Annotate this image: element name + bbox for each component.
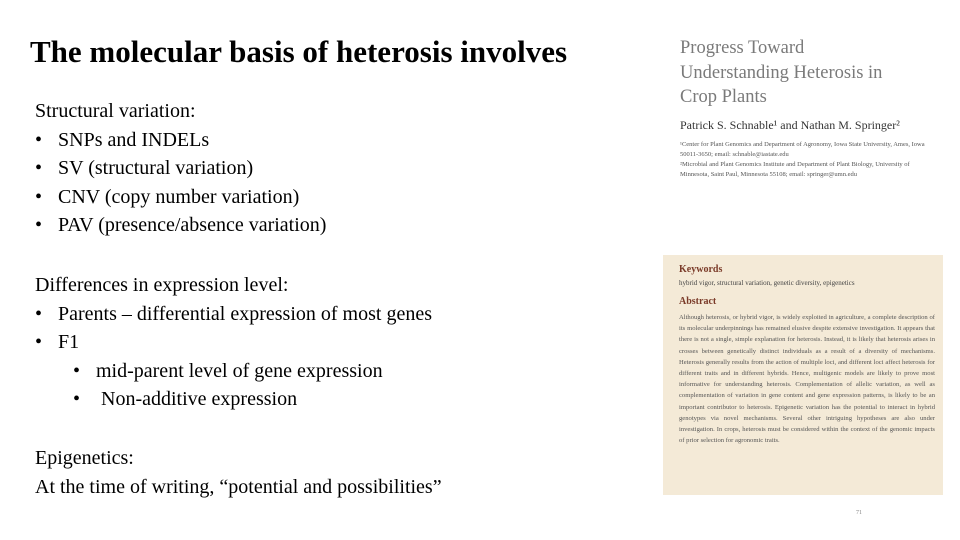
keywords-heading: Keywords xyxy=(679,264,723,275)
list-item-text: PAV (presence/absence variation) xyxy=(58,214,327,236)
list-item-text: CNV (copy number variation) xyxy=(58,185,300,208)
abstract-text: Although heterosis, or hybrid vigor, is widely exploited in agriculture, a complete description of its molecular underpinnings has remained elusive despite extensive investigation. It appears that there is not a single, simple explanation for heterosis. Instead, it is likely that heterosis arises in crosses between genetically distinct individuals as a result of a diversity of mechanisms. Heterosis generally results from the action of multiple loci, and different loci affect heterosis for different traits and in different hybrids. Hence, multigenic models are likely to prove most informative for understanding heterosis. Complementation of allelic variation, as well as complementation of variation in gene content and gene expression patterns, is likely to be an important contributor to heterosis. Epigenetic variation has the potential to interact in hybrid genotypes via novel mechanisms. Several other intriguing hypotheses are also under investigation. In crops, heterosis must be considered within the context of the genomic impacts of prior selection for agronomic traits. xyxy=(679,314,935,445)
structural-variation-section xyxy=(35,97,326,240)
bullet: • xyxy=(35,331,43,353)
list-item xyxy=(35,328,432,357)
abstract-heading: Abstract xyxy=(679,296,717,307)
epigenetics-heading: Epigenetics: xyxy=(35,447,134,469)
bullet: • xyxy=(73,359,81,382)
list-item xyxy=(35,154,326,183)
bullet: • xyxy=(35,128,43,151)
bullet: • xyxy=(73,388,81,410)
list-item xyxy=(35,126,326,155)
expression-section xyxy=(35,271,432,414)
sub-list-item-text: Non-additive expression xyxy=(96,388,298,410)
bullet: • xyxy=(35,157,43,179)
sub-list-item-text: mid-parent level of gene expression xyxy=(96,359,383,382)
keywords-text: hybrid vigor, structural variation, genetic diversity, epigenetics xyxy=(679,279,855,287)
bullet: • xyxy=(35,302,43,325)
page-number: 71 xyxy=(856,510,862,516)
paper-authors: Patrick S. Schnable¹ and Nathan M. Springer² xyxy=(680,118,900,132)
epigenetics-text: At the time of writing, “potential and possibilities” xyxy=(35,475,442,498)
list-item xyxy=(35,300,432,329)
list-item xyxy=(35,211,326,240)
structural-heading: Structural variation: xyxy=(35,100,196,122)
abstract-box xyxy=(663,255,943,495)
sub-list-item xyxy=(35,357,432,386)
list-item xyxy=(35,183,326,212)
sub-list-item xyxy=(35,385,432,414)
paper-affiliations xyxy=(680,140,930,180)
affiliation-1: ¹Center for Plant Genomics and Department of Agronomy, Iowa State University, Ames, Iowa 50011-3650; email: schnable@iastate.edu xyxy=(680,141,925,158)
slide-title: The molecular basis of heterosis involves xyxy=(30,34,568,69)
bullet: • xyxy=(35,185,43,208)
list-item-text: Parents – differential expression of most genes xyxy=(58,302,432,325)
affiliation-2: ²Microbial and Plant Genomics Institute and Department of Plant Biology, University of Minnesota, Saint Paul, Minnesota 55108; email: springer@umn.edu xyxy=(680,161,910,178)
expression-heading: Differences in expression level: xyxy=(35,274,289,296)
epigenetics-section xyxy=(35,444,442,501)
paper-title: Progress Toward Understanding Heterosis in Crop Plants xyxy=(680,38,883,107)
list-item-text: SNPs and INDELs xyxy=(58,128,210,151)
list-item-text: SV (structural variation) xyxy=(58,157,254,179)
bullet: • xyxy=(35,214,43,236)
list-item-text: F1 xyxy=(58,331,80,353)
